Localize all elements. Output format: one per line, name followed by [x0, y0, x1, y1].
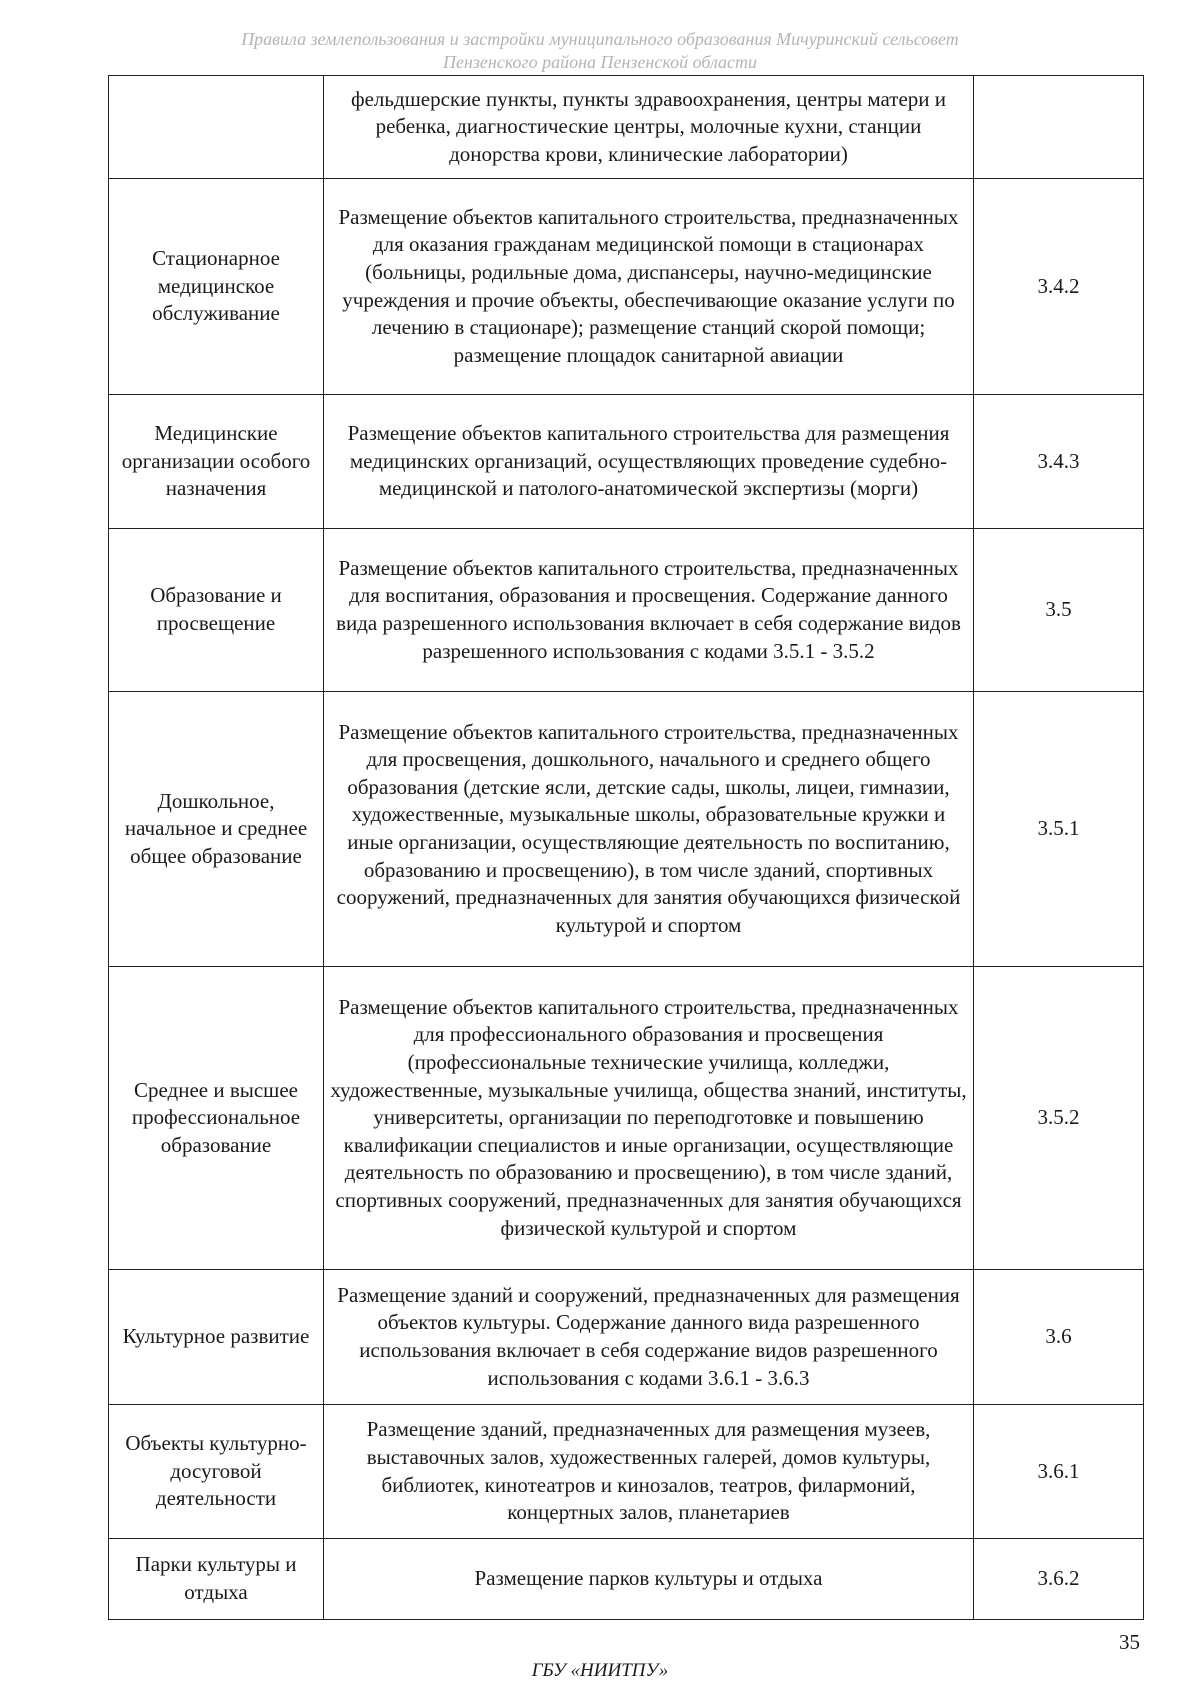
use-description-cell: Размещение объектов капитального строительства, предназначенных для оказания гражданам медицинской помощи в стационарах (больницы, родильные дома, диспансеры, научно-медицинские учреждения и прочие объекты, обеспечивающие оказание услуги по лечению в стационаре); размещение станций скорой помощи; размещение площадок санитарной авиации	[324, 179, 974, 395]
use-name-cell: Образование и просвещение	[109, 529, 324, 692]
use-name-cell: Стационарное медицинское обслуживание	[109, 179, 324, 395]
table-row	[109, 179, 1144, 395]
use-code-cell: 3.6	[974, 1270, 1144, 1405]
use-code-cell: 3.4.3	[974, 395, 1144, 529]
use-code-cell: 3.4.2	[974, 179, 1144, 395]
table-row	[109, 692, 1144, 967]
use-name-cell: Объекты культурно-досуговой деятельности	[109, 1405, 324, 1539]
page-number: 35	[1119, 1630, 1140, 1654]
use-description-cell: Размещение парков культуры и отдыха	[324, 1539, 974, 1620]
use-code-cell: 3.5.1	[974, 692, 1144, 967]
use-name-cell: Среднее и высшее профессиональное образование	[109, 967, 324, 1270]
use-description-cell: Размещение объектов капитального строительства, предназначенных для просвещения, дошкольного, начального и среднего общего образования (детские ясли, детские сады, школы, лицеи, гимназии, художественные, музыкальные школы, образовательные кружки и иные организации, осуществляющие деятельность по воспитанию, образованию и просвещению), в том числе зданий, спортивных сооружений, предназначенных для занятия обучающихся физической культурой и спортом	[324, 692, 974, 967]
use-name-cell: Культурное развитие	[109, 1270, 324, 1405]
use-description-cell: фельдшерские пункты, пункты здравоохранения, центры матери и ребенка, диагностические центры, молочные кухни, станции донорства крови, клинические лаборатории)	[324, 76, 974, 179]
header-line-2: Пензенского района Пензенской области	[442, 52, 758, 72]
table-row	[109, 1539, 1144, 1620]
table-row	[109, 1270, 1144, 1405]
use-name-cell: Дошкольное, начальное и среднее общее образование	[109, 692, 324, 967]
table-row	[109, 76, 1144, 179]
use-code-cell: 3.6.1	[974, 1405, 1144, 1539]
use-name-cell	[109, 76, 324, 179]
use-code-cell: 3.5.2	[974, 967, 1144, 1270]
use-code-cell: 3.6.2	[974, 1539, 1144, 1620]
use-name-cell: Медицинские организации особого назначения	[109, 395, 324, 529]
use-name-cell: Парки культуры и отдыха	[109, 1539, 324, 1620]
table-row	[109, 529, 1144, 692]
table-row	[109, 967, 1144, 1270]
use-description-cell: Размещение зданий, предназначенных для размещения музеев, выставочных залов, художественных галерей, домов культуры, библиотек, кинотеатров и кинозалов, театров, филармоний, концертных залов, планетариев	[324, 1405, 974, 1539]
use-description-cell: Размещение зданий и сооружений, предназначенных для размещения объектов культуры. Содержание данного вида разрешенного использования включает в себя содержание видов разрешенного использования с кодами 3.6.1 - 3.6.3	[324, 1270, 974, 1405]
table-row	[109, 395, 1144, 529]
page-header	[0, 28, 1200, 74]
land-use-table	[108, 75, 1144, 1620]
header-line-1: Правила землепользования и застройки муниципального образования Мичуринский сельсовет	[241, 29, 959, 49]
use-code-cell: 3.5	[974, 529, 1144, 692]
table-row	[109, 1405, 1144, 1539]
page-footer: ГБУ «НИИТПУ»	[531, 1660, 669, 1681]
use-description-cell: Размещение объектов капитального строительства для размещения медицинских организаций, осуществляющих проведение судебно-медицинской и патолого-анатомической экспертизы (морги)	[324, 395, 974, 529]
use-description-cell: Размещение объектов капитального строительства, предназначенных для профессионального образования и просвещения (профессиональные технические училища, колледжи, художественные, музыкальные училища, общества знаний, институты, университеты, организации по переподготовке и повышению квалификации специалистов и иные организации, осуществляющие деятельность по образованию и просвещению), в том числе зданий, спортивных сооружений, предназначенных для занятия обучающихся физической культурой и спортом	[324, 967, 974, 1270]
use-description-cell: Размещение объектов капитального строительства, предназначенных для воспитания, образования и просвещения. Содержание данного вида разрешенного использования включает в себя содержание видов разрешенного использования с кодами 3.5.1 - 3.5.2	[324, 529, 974, 692]
use-code-cell	[974, 76, 1144, 179]
